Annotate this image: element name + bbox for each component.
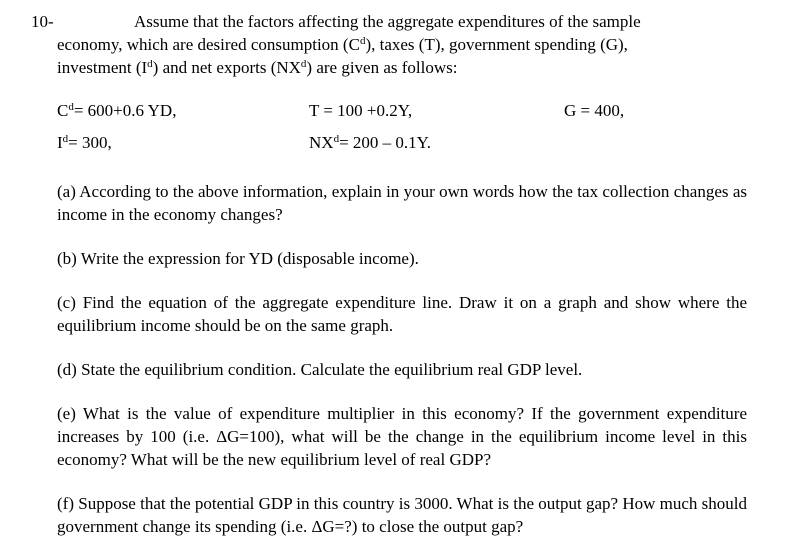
intro-line-3-c: ) are given as follows:: [306, 58, 458, 77]
superscript-d: d: [68, 101, 74, 113]
superscript-d: d: [147, 58, 153, 70]
intro-line-3-a: investment (I: [57, 58, 148, 77]
intro-line-1: Assume that the factors affecting the aggregate expenditures of the sample: [134, 12, 641, 31]
equation-net-exports: [309, 131, 431, 154]
question-number: 10-: [31, 12, 54, 31]
equation-government: G = 400,: [564, 101, 625, 120]
superscript-d: d: [300, 58, 307, 70]
consumption-symbol: C: [57, 101, 69, 120]
investment-rhs: = 300,: [68, 133, 112, 152]
consumption-rhs: = 600+0.6 YD,: [73, 101, 177, 120]
intro-line-3-b: ) and net exports (NX: [152, 58, 301, 77]
part-c: (c) Find the equation of the aggregate expenditure line. Draw it on a graph and show where the equilibrium income should be on the same graph.: [57, 293, 747, 335]
part-b: (b) Write the expression for YD (disposable income).: [57, 249, 419, 268]
part-a: (a) According to the above information, explain in your own words how the tax collection changes as income in the economy changes?: [57, 182, 747, 224]
part-d: (d) State the equilibrium condition. Calculate the equilibrium real GDP level.: [57, 360, 583, 379]
equation-taxes: T = 100 +0.2Y,: [309, 101, 413, 120]
intro-line-2-b: ), taxes (T), government spending (G),: [365, 35, 628, 54]
intro-line-3: [57, 56, 747, 79]
equation-consumption: [57, 99, 176, 122]
intro-line-2: [57, 33, 747, 56]
net-exports-rhs: = 200 – 0.1Y.: [339, 133, 431, 152]
superscript-d: d: [359, 35, 366, 47]
intro-line-2-a: economy, which are desired consumption (C: [57, 35, 360, 54]
equation-investment: [57, 131, 112, 154]
part-e: (e) What is the value of expenditure multiplier in this economy? If the government expenditure increases by 100 (i.e. ΔG=100), what will be the change in the equilibrium income level in this economy? What will be the new equilibrium level of real GDP?: [57, 404, 747, 469]
superscript-d: d: [333, 133, 340, 145]
superscript-d: d: [62, 133, 69, 145]
part-f: (f) Suppose that the potential GDP in this country is 3000. What is the output gap? How much should government change its spending (i.e. ΔG=?) to close the output gap?: [57, 494, 747, 536]
investment-symbol: I: [57, 133, 63, 152]
net-exports-symbol: NX: [309, 133, 334, 152]
question-intro: [57, 10, 747, 79]
